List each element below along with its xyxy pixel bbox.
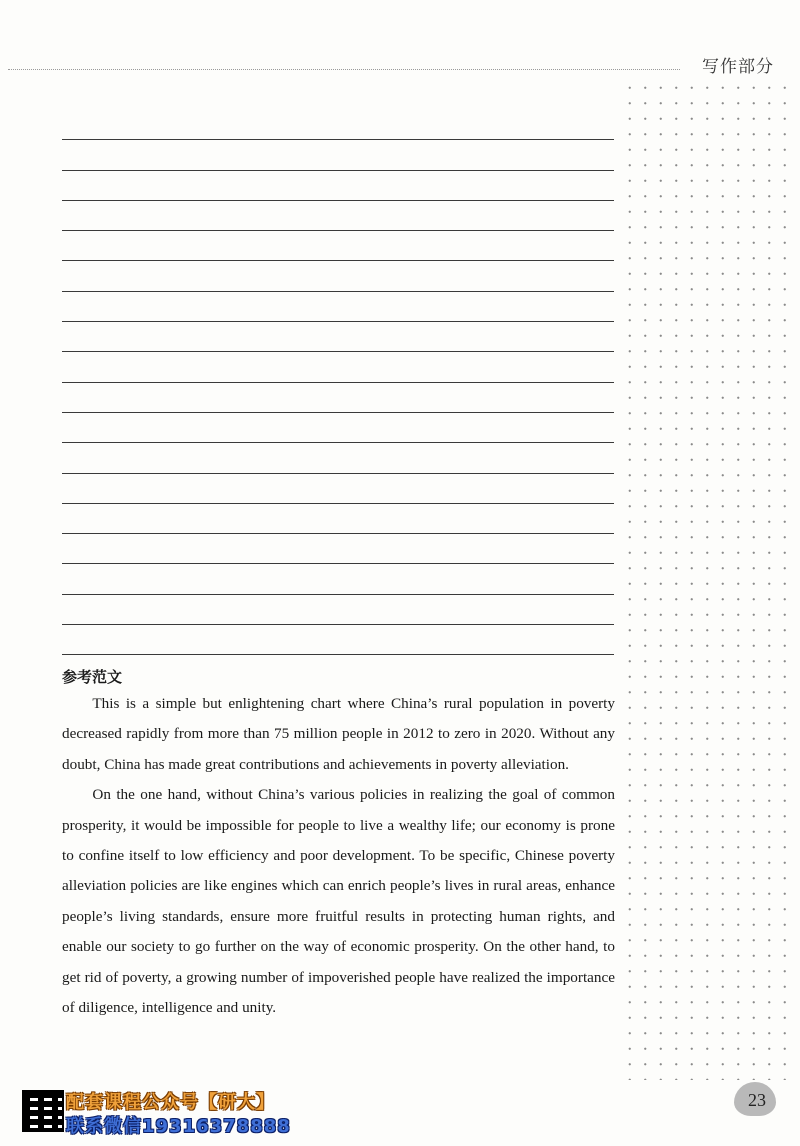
essay-heading: 参考范文 [62, 668, 123, 686]
writing-line [62, 443, 614, 473]
essay-paragraph-1: This is a simple but enlightening chart where China’s rural population in poverty decreased rapidly from more than 75 million people in 2012 to zero in 2020. Without any doubt, China has made great contributions and achievements in poverty alleviation. [62, 695, 615, 773]
writing-line [62, 413, 614, 443]
writing-line [62, 201, 614, 231]
essay-paragraph-2: On the one hand, without China’s various policies in realizing the goal of common prosperity, it would be impossible for people to live a wealthy life; our economy is prone to confine itself to low efficiency and poor development. To be specific, Chinese poverty alleviation policies are like engines which can enrich people’s lives in rural areas, enhance people’s living standards, ensure more fruitful results in protecting human rights, and enable our society to go further on the way of economic prosperity. On the other hand, to get rid of poverty, a growing number of impoverished people have realized the importance of diligence, intelligence and unity. [62, 786, 615, 1017]
writing-line [62, 504, 614, 534]
writing-line [62, 171, 614, 201]
writing-line [62, 110, 614, 140]
writing-line [62, 261, 614, 291]
qr-code-icon [22, 1090, 64, 1132]
writing-line [62, 564, 614, 594]
writing-line [62, 292, 614, 322]
margin-dot-grid [622, 80, 792, 1080]
writing-line [62, 140, 614, 170]
writing-line [62, 625, 614, 655]
section-title: 写作部分 [702, 57, 774, 77]
writing-line [62, 322, 614, 352]
promo-line-2: 联系微信19316378888 [66, 1116, 291, 1137]
page-number: 23 [748, 1090, 766, 1110]
writing-line [62, 534, 614, 564]
writing-line [62, 231, 614, 261]
writing-line [62, 474, 614, 504]
writing-line [62, 595, 614, 625]
header-divider [8, 69, 680, 70]
footer-promo [18, 1088, 318, 1138]
writing-line [62, 383, 614, 413]
blank-writing-area [62, 110, 614, 655]
promo-line-1: 配套课程公众号【研大】 [66, 1092, 275, 1113]
essay-body [62, 689, 615, 1023]
writing-line [62, 352, 614, 382]
